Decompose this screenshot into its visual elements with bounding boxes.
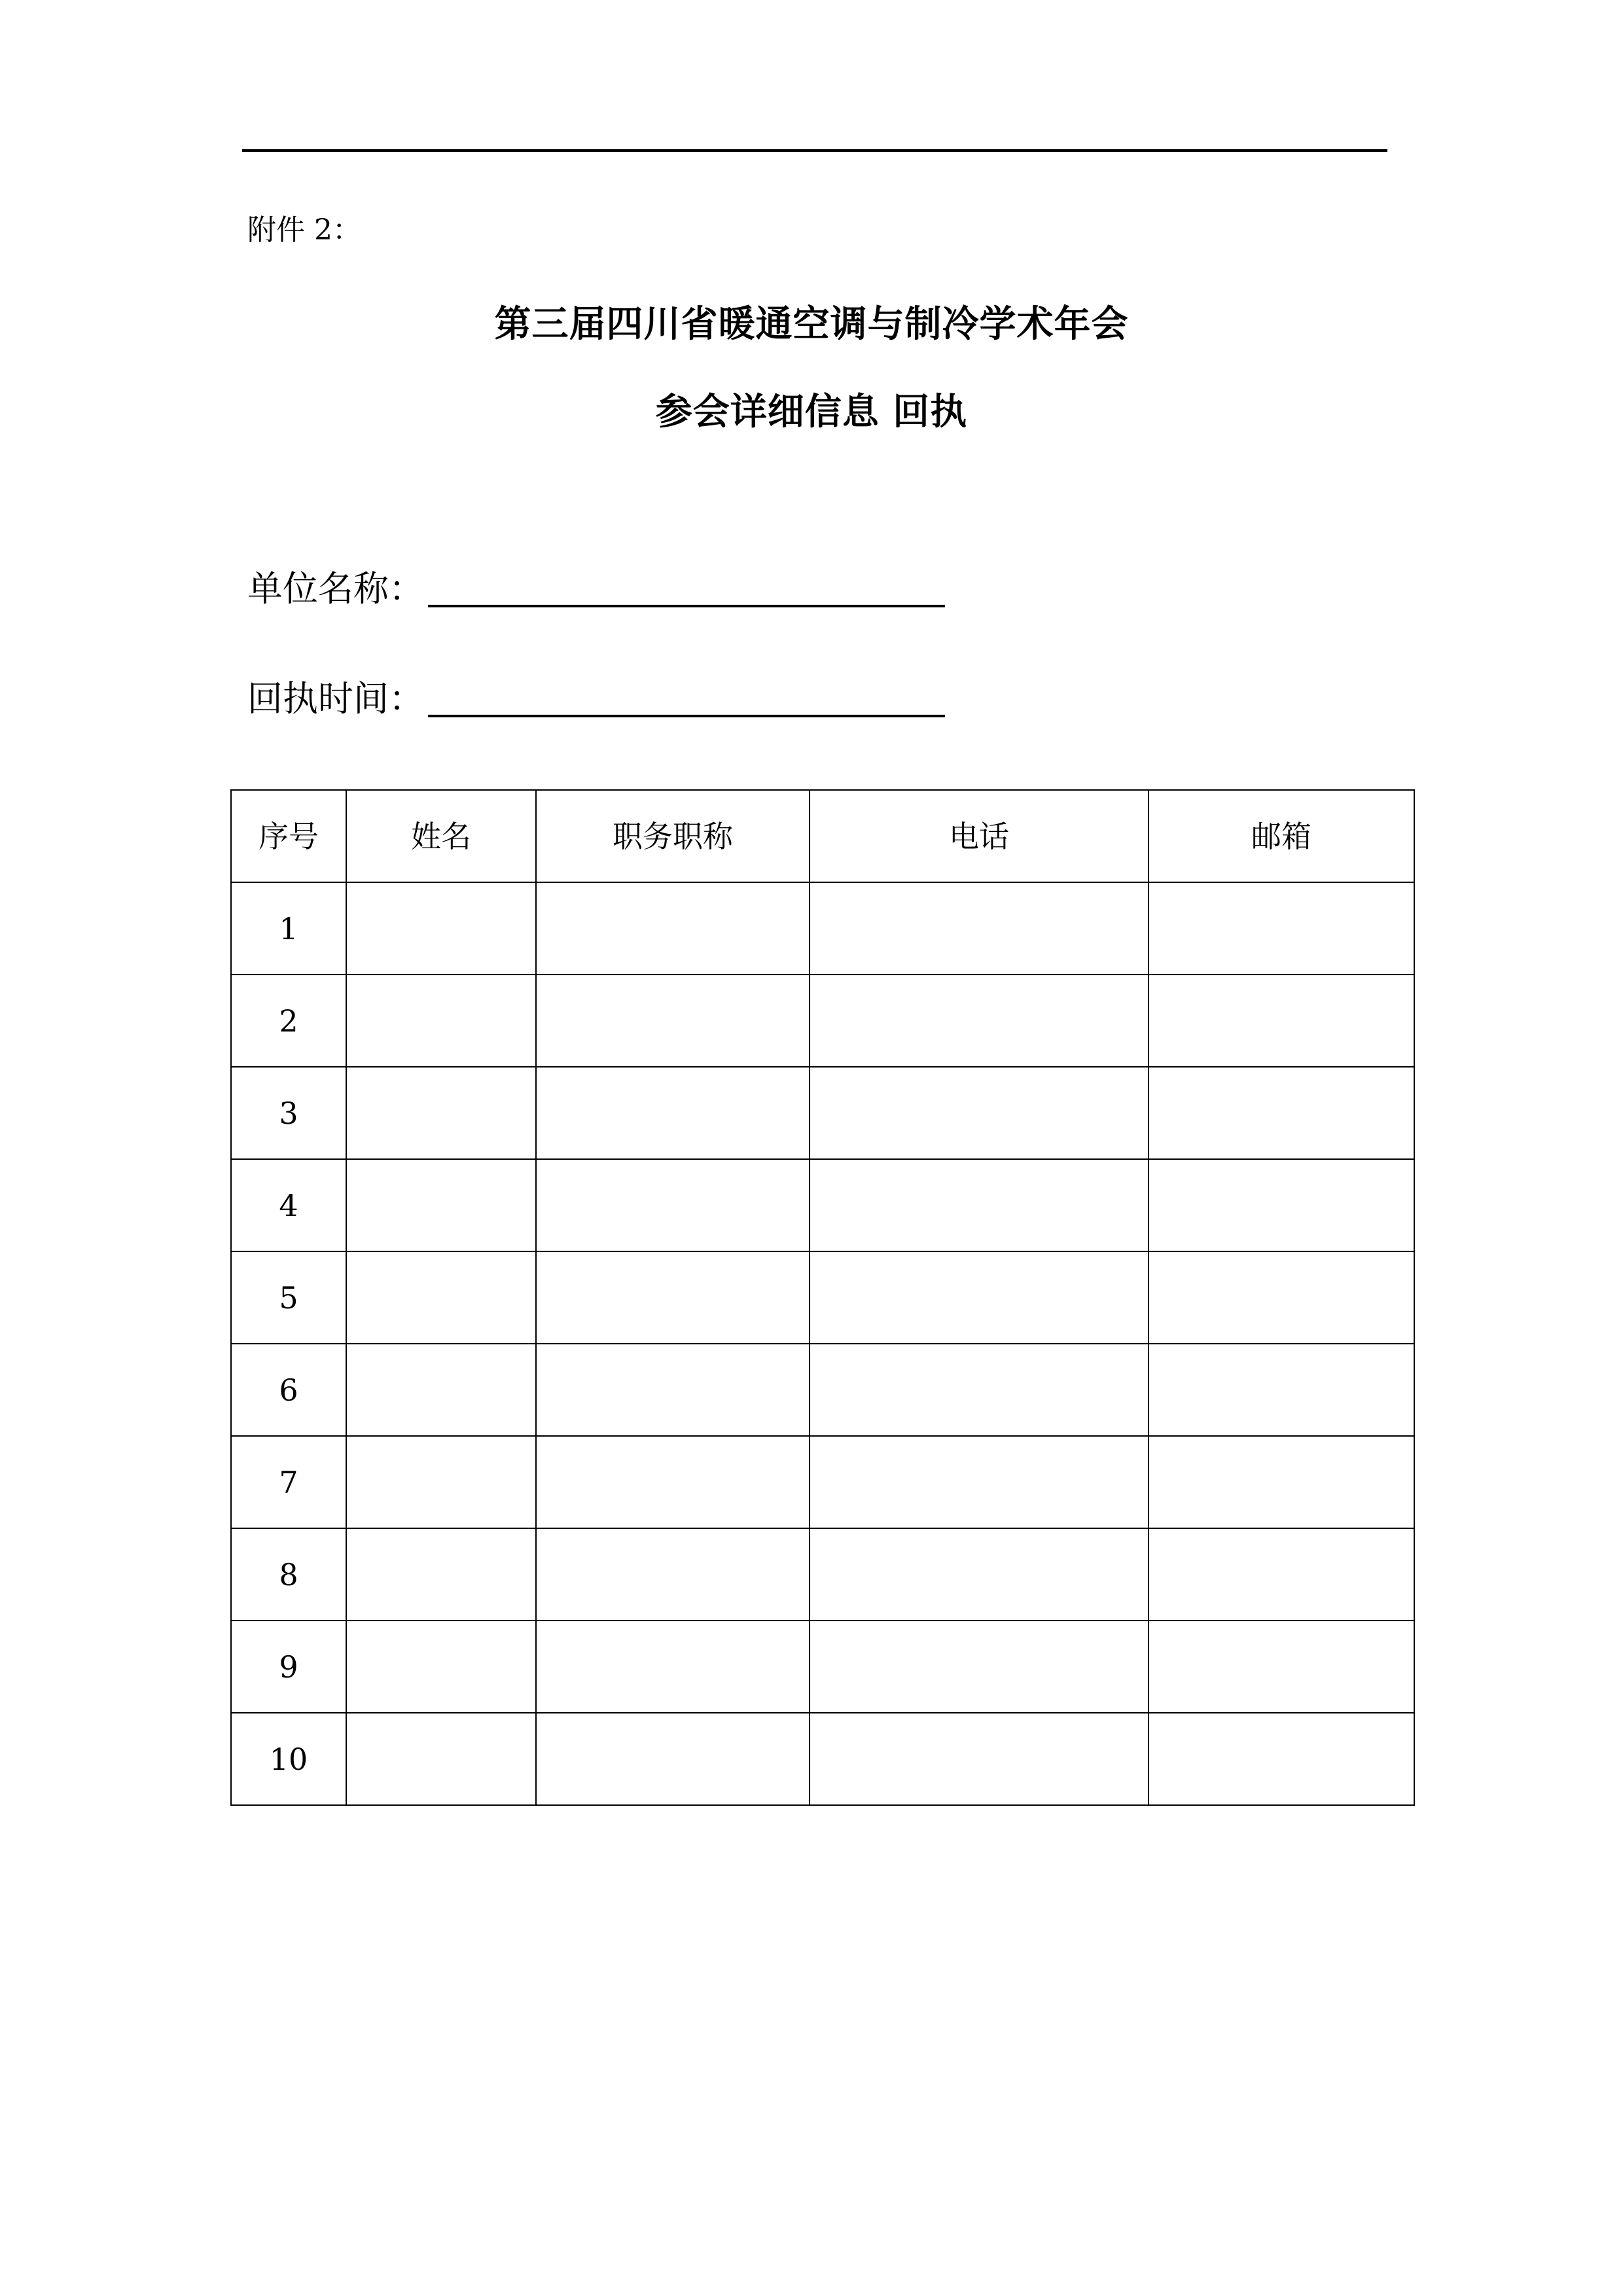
row-number: 1: [231, 882, 346, 975]
row-number: 7: [231, 1436, 346, 1528]
table-row: [231, 1159, 1414, 1251]
name-cell[interactable]: [346, 1713, 536, 1805]
header-position-title: 职务职称: [536, 790, 810, 882]
phone-cell[interactable]: [810, 975, 1149, 1067]
phone-cell[interactable]: [810, 1159, 1149, 1251]
header-phone: 电话: [810, 790, 1149, 882]
position-title-cell[interactable]: [536, 1621, 810, 1713]
phone-cell[interactable]: [810, 1067, 1149, 1159]
name-cell[interactable]: [346, 1344, 536, 1436]
table-header-row: [231, 790, 1414, 882]
row-number: 9: [231, 1621, 346, 1713]
phone-cell[interactable]: [810, 882, 1149, 975]
email-cell[interactable]: [1149, 1067, 1414, 1159]
position-title-cell[interactable]: [536, 1713, 810, 1805]
phone-cell[interactable]: [810, 1713, 1149, 1805]
attendee-table: [230, 789, 1415, 1806]
email-cell[interactable]: [1149, 1621, 1414, 1713]
row-number: 10: [231, 1713, 346, 1805]
row-number: 8: [231, 1528, 346, 1621]
table-row: [231, 1621, 1414, 1713]
attachment-label: 附件 2：: [247, 213, 361, 247]
header-name: 姓名: [346, 790, 536, 882]
position-title-cell[interactable]: [536, 1067, 810, 1159]
position-title-cell[interactable]: [536, 1528, 810, 1621]
email-cell[interactable]: [1149, 882, 1414, 975]
name-cell[interactable]: [346, 1621, 536, 1713]
table-row: [231, 1344, 1414, 1436]
document-title: 第三届四川省暖通空调与制冷学术年会: [494, 303, 1129, 346]
name-cell[interactable]: [346, 1067, 536, 1159]
phone-cell[interactable]: [810, 1528, 1149, 1621]
row-number: 3: [231, 1067, 346, 1159]
phone-cell[interactable]: [810, 1436, 1149, 1528]
unit-name-label: 单位名称：: [247, 568, 424, 609]
reply-time-field: [247, 674, 945, 724]
position-title-cell[interactable]: [536, 1251, 810, 1344]
table-row: [231, 1713, 1414, 1805]
reply-time-label: 回执时间：: [247, 678, 424, 719]
phone-cell[interactable]: [810, 1344, 1149, 1436]
table-row: [231, 882, 1414, 975]
unit-name-field: [247, 564, 945, 614]
header-serial-number: 序号: [231, 790, 346, 882]
table-row: [231, 1436, 1414, 1528]
phone-cell[interactable]: [810, 1621, 1149, 1713]
reply-time-blank[interactable]: [428, 678, 945, 717]
position-title-cell[interactable]: [536, 1436, 810, 1528]
email-cell[interactable]: [1149, 1713, 1414, 1805]
position-title-cell[interactable]: [536, 975, 810, 1067]
table-row: [231, 975, 1414, 1067]
table-row: [231, 1528, 1414, 1621]
email-cell[interactable]: [1149, 1159, 1414, 1251]
phone-cell[interactable]: [810, 1251, 1149, 1344]
header-rule: [242, 149, 1387, 152]
name-cell[interactable]: [346, 975, 536, 1067]
row-number: 5: [231, 1251, 346, 1344]
name-cell[interactable]: [346, 1159, 536, 1251]
email-cell[interactable]: [1149, 1436, 1414, 1528]
position-title-cell[interactable]: [536, 1159, 810, 1251]
row-number: 4: [231, 1159, 346, 1251]
position-title-cell[interactable]: [536, 1344, 810, 1436]
document-subtitle: 参会详细信息 回执: [655, 391, 968, 433]
name-cell[interactable]: [346, 1528, 536, 1621]
name-cell[interactable]: [346, 1251, 536, 1344]
email-cell[interactable]: [1149, 975, 1414, 1067]
position-title-cell[interactable]: [536, 882, 810, 975]
table-row: [231, 1251, 1414, 1344]
email-cell[interactable]: [1149, 1251, 1414, 1344]
email-cell[interactable]: [1149, 1344, 1414, 1436]
name-cell[interactable]: [346, 882, 536, 975]
row-number: 6: [231, 1344, 346, 1436]
unit-name-blank[interactable]: [428, 568, 945, 607]
name-cell[interactable]: [346, 1436, 536, 1528]
header-email: 邮箱: [1149, 790, 1414, 882]
row-number: 2: [231, 975, 346, 1067]
email-cell[interactable]: [1149, 1528, 1414, 1621]
table-row: [231, 1067, 1414, 1159]
